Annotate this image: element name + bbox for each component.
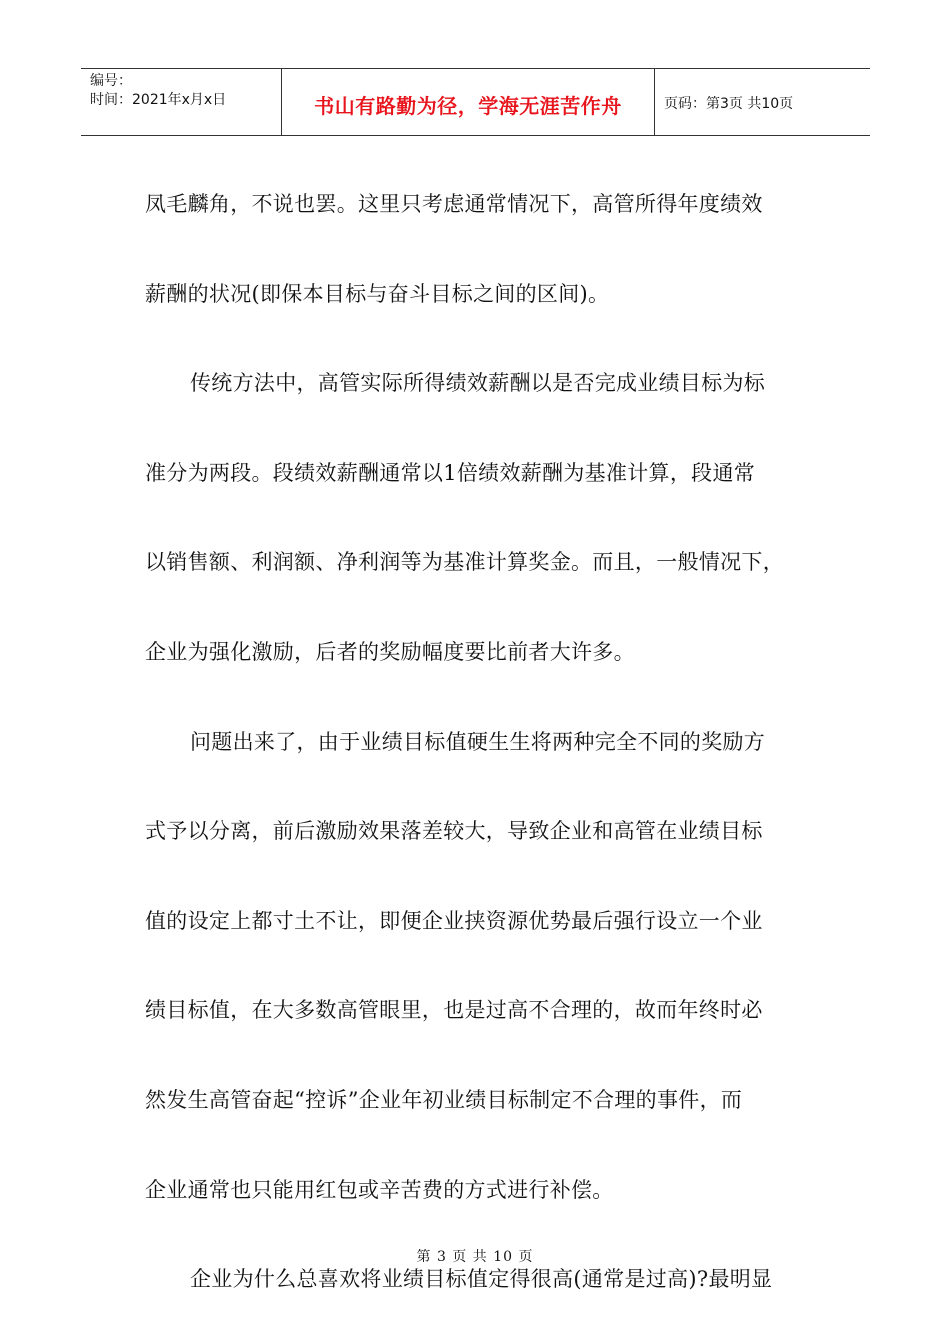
header-table: [81, 68, 870, 136]
body-line: 企业为强化激励，后者的奖励幅度要比前者大许多。: [145, 639, 635, 664]
body-line: 值的设定上都寸土不让，即便企业挟资源优势最后强行设立一个业: [145, 908, 763, 933]
page-footer: 第 3 页 共 10 页: [416, 1249, 534, 1265]
body-line: 绩目标值，在大多数高管眼里，也是过高不合理的，故而年终时必: [145, 998, 763, 1023]
document-body: [145, 160, 820, 1325]
body-line: 企业通常也只能用红包或辛苦费的方式进行补偿。: [145, 1177, 614, 1202]
header-page-info: 页码：第3页 共10页: [664, 96, 794, 112]
document-number-label: 编号：: [90, 73, 132, 89]
header-motto: 书山有路勤为径，学海无涯苦作舟: [282, 69, 655, 135]
paragraph-start-line: 企业为什么总喜欢将业绩目标值定得很高(通常是过高)?最明显: [190, 1267, 773, 1292]
paragraph-start-line: 问题出来了，由于业绩目标值硬生生将两种完全不同的奖励方: [190, 729, 766, 754]
document-date: 时间：2021年x月x日: [90, 92, 227, 108]
body-line: 准分为两段。段绩效薪酬通常以1倍绩效薪酬为基准计算，段通常: [145, 460, 756, 485]
body-line: 薪酬的状况(即保本目标与奋斗目标之间的区间)。: [145, 281, 610, 306]
header-meta: [81, 69, 282, 135]
paragraph-start-line: 传统方法中，高管实际所得绩效薪酬以是否完成业绩目标为标: [190, 371, 766, 396]
body-line: 凤毛麟角，不说也罢。这里只考虑通常情况下，高管所得年度绩效: [145, 192, 763, 216]
body-line: 然发生高管奋起“控诉”企业年初业绩目标制定不合理的事件，而: [145, 1087, 743, 1112]
body-line: 式予以分离，前后激励效果落差较大，导致企业和高管在业绩目标: [145, 819, 763, 844]
body-line: 以销售额、利润额、净利润等为基准计算奖金。而且，一般情况下，: [145, 550, 784, 575]
